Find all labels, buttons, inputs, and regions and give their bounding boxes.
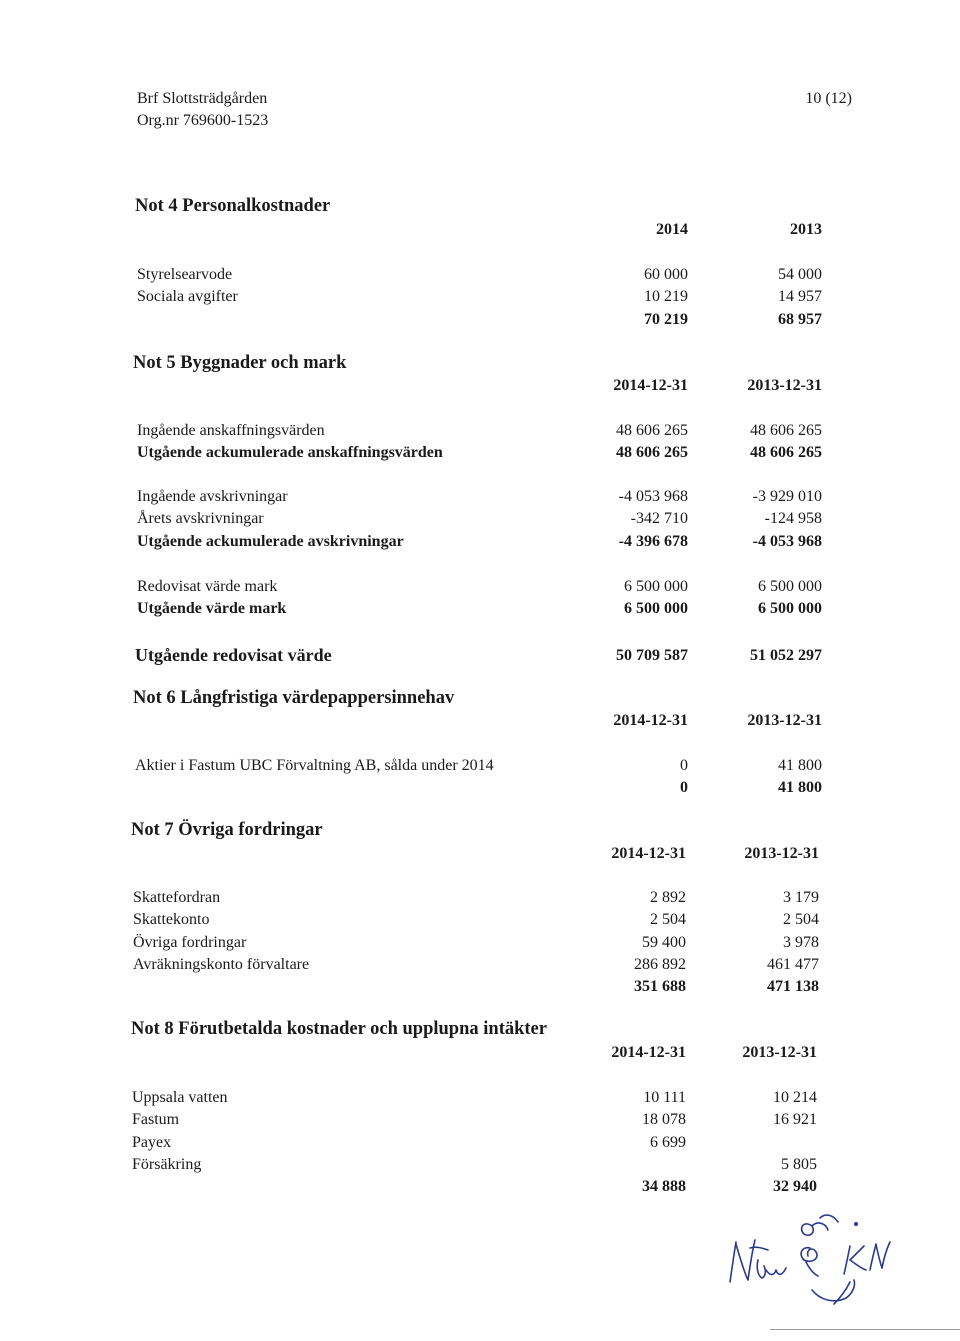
note-6-row-value: 0 bbox=[680, 757, 688, 774]
note-4-total: 70 219 bbox=[644, 311, 688, 328]
note-5-row-value: 48 606 265 bbox=[616, 422, 688, 439]
note-5-row-label: Redovisat värde mark bbox=[137, 578, 278, 595]
note-5-title: Not 5 Byggnader och mark bbox=[133, 353, 347, 373]
note-7-col-2014: 2014-12-31 bbox=[611, 845, 686, 862]
note-5-row-label: Utgående redovisat värde bbox=[135, 645, 332, 665]
note-4-col-2013: 2013 bbox=[790, 221, 822, 238]
note-7-col-2013: 2013-12-31 bbox=[744, 845, 819, 862]
note-7-row-value: 461 477 bbox=[767, 956, 819, 973]
note-8-title: Not 8 Förutbetalda kostnader och upplupna intäkter bbox=[131, 1019, 547, 1039]
note-5-row-label: Utgående ackumulerade avskrivningar bbox=[137, 533, 404, 550]
note-5-row-value: 48 606 265 bbox=[750, 422, 822, 439]
note-8-row-value: 5 805 bbox=[781, 1156, 817, 1173]
note-5-row-value: 48 606 265 bbox=[750, 444, 822, 461]
note-8-row-value: 10 111 bbox=[643, 1089, 686, 1106]
note-6-col-2013: 2013-12-31 bbox=[747, 712, 822, 729]
org-name: Brf Slottsträdgården bbox=[137, 90, 268, 107]
note-4-row-value: 10 219 bbox=[644, 288, 688, 305]
note-7-row-value: 2 892 bbox=[650, 889, 686, 906]
org-number: Org.nr 769600-1523 bbox=[137, 112, 269, 129]
note-4-col-2014: 2014 bbox=[656, 221, 688, 238]
note-7-title: Not 7 Övriga fordringar bbox=[131, 820, 323, 840]
note-7-row-label: Avräkningskonto förvaltare bbox=[133, 956, 310, 973]
note-5-row-value: 6 500 000 bbox=[758, 578, 822, 595]
note-7-row-label: Övriga fordringar bbox=[133, 934, 247, 951]
note-7-row-value: 3 179 bbox=[783, 889, 819, 906]
note-4-row-value: 60 000 bbox=[644, 266, 688, 283]
note-7-row-value: 286 892 bbox=[634, 956, 686, 973]
note-6-total: 0 bbox=[680, 779, 688, 796]
note-7-row-value: 3 978 bbox=[783, 934, 819, 951]
note-7-row-label: Skattefordran bbox=[133, 889, 221, 906]
note-6-row-label: Aktier i Fastum UBC Förvaltning AB, sålda under 2014 bbox=[135, 757, 494, 774]
note-7-row-label: Skattekonto bbox=[133, 911, 210, 928]
note-5-row-label: Årets avskrivningar bbox=[137, 510, 264, 527]
note-7-row-value: 2 504 bbox=[650, 911, 686, 928]
note-4-total: 68 957 bbox=[778, 311, 822, 328]
note-5-row-value: -4 053 968 bbox=[752, 533, 822, 550]
note-8-row-label: Payex bbox=[132, 1134, 172, 1151]
note-7-total: 471 138 bbox=[767, 978, 819, 995]
note-5-row-value: 6 500 000 bbox=[624, 600, 688, 617]
note-8-row-value: 18 078 bbox=[642, 1111, 686, 1128]
handwritten-initials bbox=[700, 1190, 910, 1315]
note-5-col-2014: 2014-12-31 bbox=[613, 377, 688, 394]
note-4-row-value: 14 957 bbox=[778, 288, 822, 305]
note-5-row-value: -3 929 010 bbox=[752, 488, 822, 505]
note-8-total: 34 888 bbox=[642, 1178, 686, 1195]
page-number: 10 (12) bbox=[805, 90, 852, 107]
note-6-row-value: 41 800 bbox=[778, 757, 822, 774]
note-7-total: 351 688 bbox=[634, 978, 686, 995]
note-6-title: Not 6 Långfristiga värdepappersinnehav bbox=[133, 688, 455, 708]
note-6-total: 41 800 bbox=[778, 779, 822, 796]
note-8-total: 32 940 bbox=[773, 1178, 817, 1195]
note-5-row-value: -342 710 bbox=[630, 510, 688, 527]
note-4-row-label: Sociala avgifter bbox=[137, 288, 238, 305]
note-8-row-label: Fastum bbox=[132, 1111, 180, 1128]
note-4-row-value: 54 000 bbox=[778, 266, 822, 283]
note-7-row-value: 59 400 bbox=[642, 934, 686, 951]
note-5-row-value: -4 396 678 bbox=[618, 533, 688, 550]
note-5-row-value: 48 606 265 bbox=[616, 444, 688, 461]
note-5-row-label: Utgående värde mark bbox=[137, 600, 287, 617]
note-5-row-value: -4 053 968 bbox=[618, 488, 688, 505]
note-7-row-value: 2 504 bbox=[783, 911, 819, 928]
note-4-title: Not 4 Personalkostnader bbox=[135, 196, 331, 216]
note-5-col-2013: 2013-12-31 bbox=[747, 377, 822, 394]
note-5-row-value: -124 958 bbox=[764, 510, 822, 527]
note-8-row-value: 10 214 bbox=[773, 1089, 817, 1106]
note-5-row-label: Ingående anskaffningsvärden bbox=[137, 422, 325, 439]
note-8-col-2013: 2013-12-31 bbox=[742, 1044, 817, 1061]
note-8-row-label: Försäkring bbox=[132, 1156, 202, 1173]
note-8-row-label: Uppsala vatten bbox=[132, 1089, 228, 1106]
note-5-row-value: 50 709 587 bbox=[616, 647, 688, 664]
footer-line bbox=[770, 1329, 960, 1330]
note-5-row-label: Ingående avskrivningar bbox=[137, 488, 288, 505]
note-8-col-2014: 2014-12-31 bbox=[611, 1044, 686, 1061]
note-5-row-label: Utgående ackumulerade anskaffningsvärden bbox=[137, 444, 443, 461]
note-5-row-value: 6 500 000 bbox=[758, 600, 822, 617]
note-8-row-value: 6 699 bbox=[650, 1134, 686, 1151]
note-8-row-value: 16 921 bbox=[773, 1111, 817, 1128]
note-5-row-value: 51 052 297 bbox=[750, 647, 822, 664]
note-5-row-value: 6 500 000 bbox=[624, 578, 688, 595]
note-4-row-label: Styrelsearvode bbox=[137, 266, 233, 283]
note-6-col-2014: 2014-12-31 bbox=[613, 712, 688, 729]
